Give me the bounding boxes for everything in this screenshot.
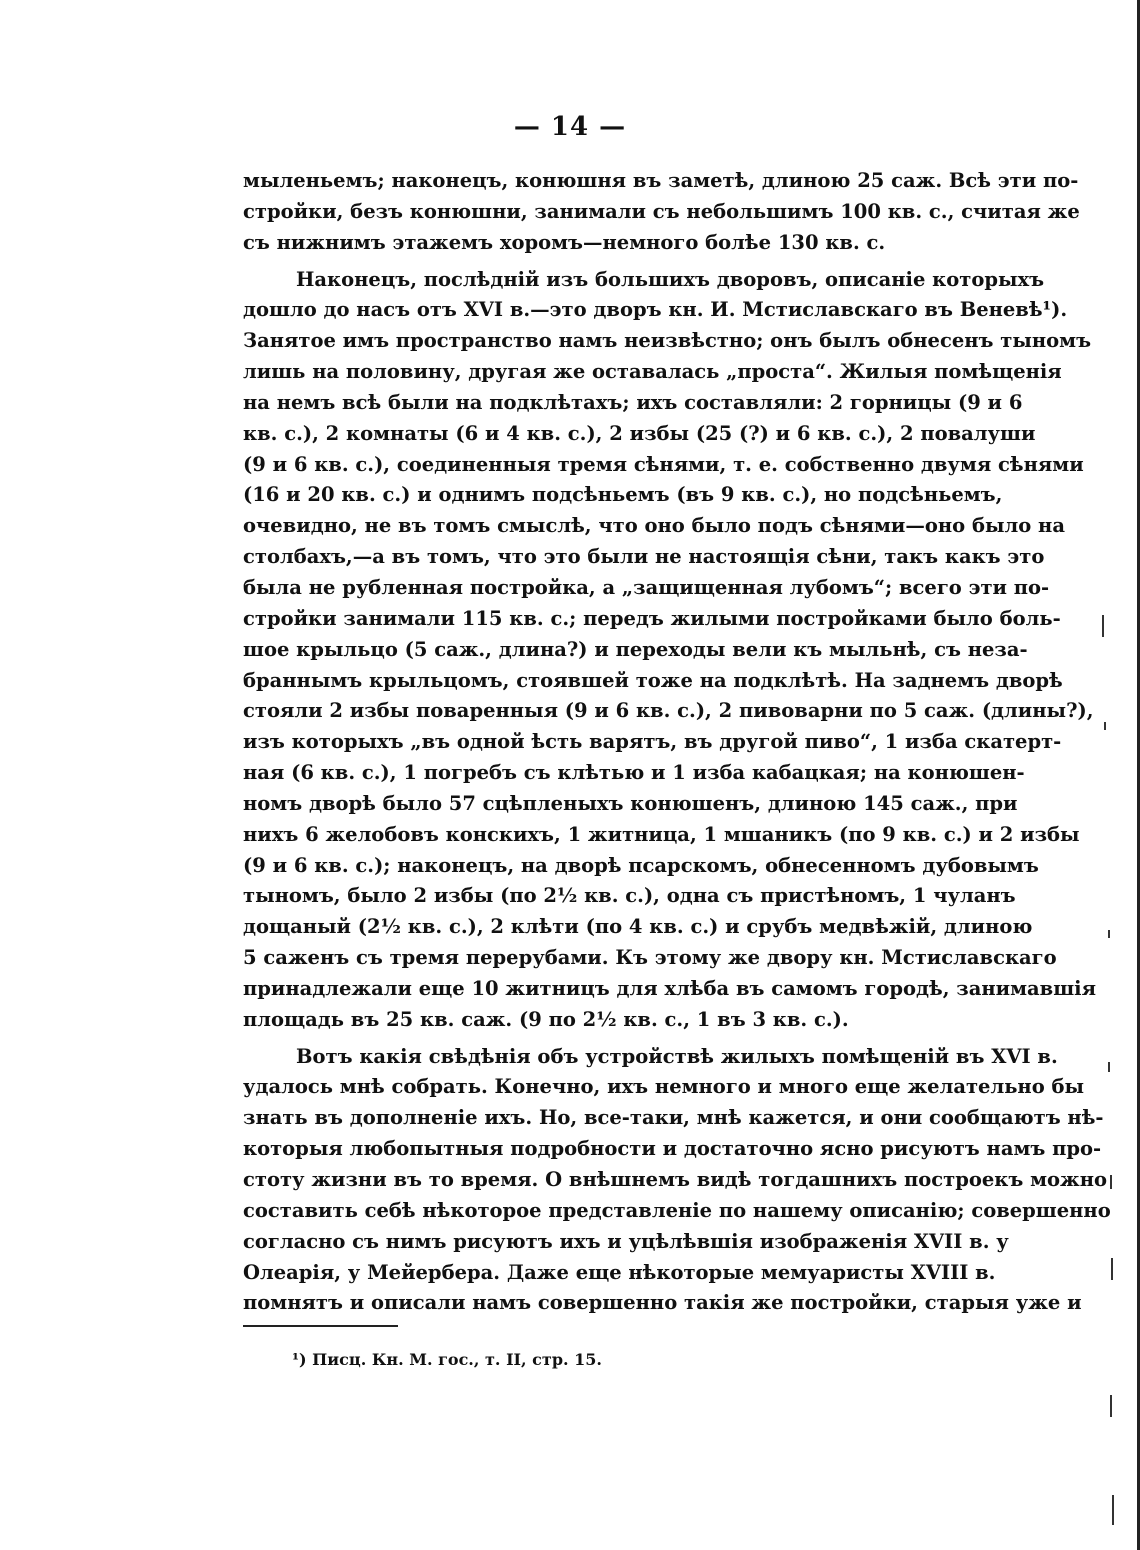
text-line: стройки, безъ конюшни, занимали съ небольшимъ 100 кв. с., считая же [243, 199, 1080, 223]
scan-speck [1110, 1395, 1112, 1417]
text-line: столбахъ,—а въ томъ, что это были не настоящія сѣни, такъ какъ это [243, 545, 1045, 569]
text-line: дошло до насъ отъ XVI в.—это дворъ кн. И. Мстиславскаго въ Веневѣ¹). [243, 298, 1068, 322]
footnote-divider [243, 1325, 398, 1327]
text-line: нихъ 6 желобовъ конскихъ, 1 житница, 1 мшаникъ (по 9 кв. с.) и 2 избы [243, 822, 1080, 846]
scan-speck [1108, 1062, 1110, 1072]
text-line: мыленьемъ; наконецъ, конюшня въ заметѣ, длиною 25 саж. Всѣ эти по- [243, 169, 1079, 192]
text-line: стоту жизни въ то время. О внѣшнемъ видѣ тогдашнихъ построекъ можно [243, 1168, 1108, 1191]
text-line: (9 и 6 кв. с.); наконецъ, на дворѣ псарскомъ, обнесенномъ дубовымъ [243, 853, 1039, 877]
text-line: которыя любопытныя подробности и достаточно ясно рисуютъ намъ про- [243, 1137, 1102, 1161]
text-line: (9 и 6 кв. с.), соединенныя тремя сѣнями, т. е. собственно двумя сѣнями [243, 452, 1084, 476]
scan-speck [1111, 1258, 1113, 1280]
text-line: браннымъ крыльцомъ, стоявшей тоже на подклѣтѣ. На заднемъ дворѣ [243, 668, 1063, 692]
text-line: ная (6 кв. с.), 1 погребъ съ клѣтью и 1 изба кабацкая; на конюшен- [243, 761, 1025, 785]
text-line: шое крыльцо (5 саж., длина?) и переходы вели къ мыльнѣ, съ неза- [243, 637, 1028, 661]
body-text [243, 166, 1111, 1319]
text-line: очевидно, не въ томъ смыслѣ, что оно было подъ сѣнями—оно было на [243, 514, 1065, 538]
scan-speck [1110, 1175, 1112, 1189]
text-line: (16 и 20 кв. с.) и однимъ подсѣньемъ (въ 9 кв. с.), но подсѣньемъ, [243, 483, 1003, 507]
text-line: тыномъ, было 2 избы (по 2½ кв. с.), одна съ пристѣномъ, 1 чуланъ [243, 884, 1016, 908]
text-line: Наконецъ, послѣдній изъ большихъ дворовъ, описаніе которыхъ [296, 267, 1045, 291]
text-line: Занятое имъ пространство намъ неизвѣстно; онъ былъ обнесенъ тыномъ [243, 329, 1092, 353]
text-line: стояли 2 избы поваренныя (9 и 6 кв. с.), 2 пивоварни по 5 саж. (длины?), [243, 699, 1094, 723]
text-line: принадлежали еще 10 житницъ для хлѣба въ самомъ городѣ, занимавшія [243, 976, 1096, 1000]
text-line: изъ которыхъ „въ одной ѣсть варятъ, въ другой пиво“, 1 изба скатерт- [243, 730, 1062, 754]
text-line: лишь на половину, другая же оставалась „проста“. Жилыя помѣщенія [243, 360, 1062, 384]
text-line: согласно съ нимъ рисуютъ ихъ и уцѣлѣвшія изображенія XVII в. у [243, 1229, 1009, 1253]
text-line: на немъ всѣ были на подклѣтахъ; ихъ составляли: 2 горницы (9 и 6 [243, 390, 1023, 414]
scan-speck [1102, 615, 1104, 637]
text-line: кв. с.), 2 комнаты (6 и 4 кв. с.), 2 избы (25 (?) и 6 кв. с.), 2 повалуши [243, 421, 1036, 445]
text-line: составить себѣ нѣкоторое представленіе по нашему описанію; совершенно [243, 1198, 1111, 1222]
text-line: Вотъ какія свѣдѣнія объ устройствѣ жилыхъ помѣщеній въ XVI в. [296, 1044, 1058, 1068]
text-line: 5 саженъ съ тремя перерубами. Къ этому же двору кн. Мстиславскаго [243, 946, 1057, 970]
text-line: Олеарія, у Мейербера. Даже еще нѣкоторые мемуаристы XVIII в. [243, 1260, 996, 1284]
text-line: площадь въ 25 кв. саж. (9 по 2½ кв. с., 1 въ 3 кв. с.). [243, 1007, 849, 1031]
text-line: была не рубленная постройка, а „защищенная лубомъ“; всего эти по- [243, 575, 1050, 599]
scan-speck [1104, 722, 1106, 730]
text-line: съ нижнимъ этажемъ хоромъ—немного болѣе 130 кв. с. [243, 230, 886, 254]
page-number: — 14 — [513, 112, 627, 142]
text-line: помнятъ и описали намъ совершенно такія же постройки, старыя уже и [243, 1291, 1082, 1315]
text-line: стройки занимали 115 кв. с.; передъ жилыми постройками было боль- [243, 606, 1061, 630]
text-line: удалось мнѣ собрать. Конечно, ихъ немного и много еще желательно бы [243, 1075, 1085, 1099]
scan-speck [1112, 1495, 1114, 1525]
scan-speck [1108, 930, 1110, 938]
text-line: знать въ дополненіе ихъ. Но, все-таки, мнѣ кажется, и они сообщаютъ нѣ- [243, 1106, 1104, 1130]
text-line: дощаный (2½ кв. с.), 2 клѣти (по 4 кв. с.) и срубъ медвѣжій, длиною [243, 915, 1033, 939]
footnote: ¹) Писц. Кн. М. гос., т. II, стр. 15. [292, 1350, 602, 1369]
text-line: номъ дворѣ было 57 сцѣпленыхъ конюшенъ, длиною 145 саж., при [243, 791, 1018, 815]
